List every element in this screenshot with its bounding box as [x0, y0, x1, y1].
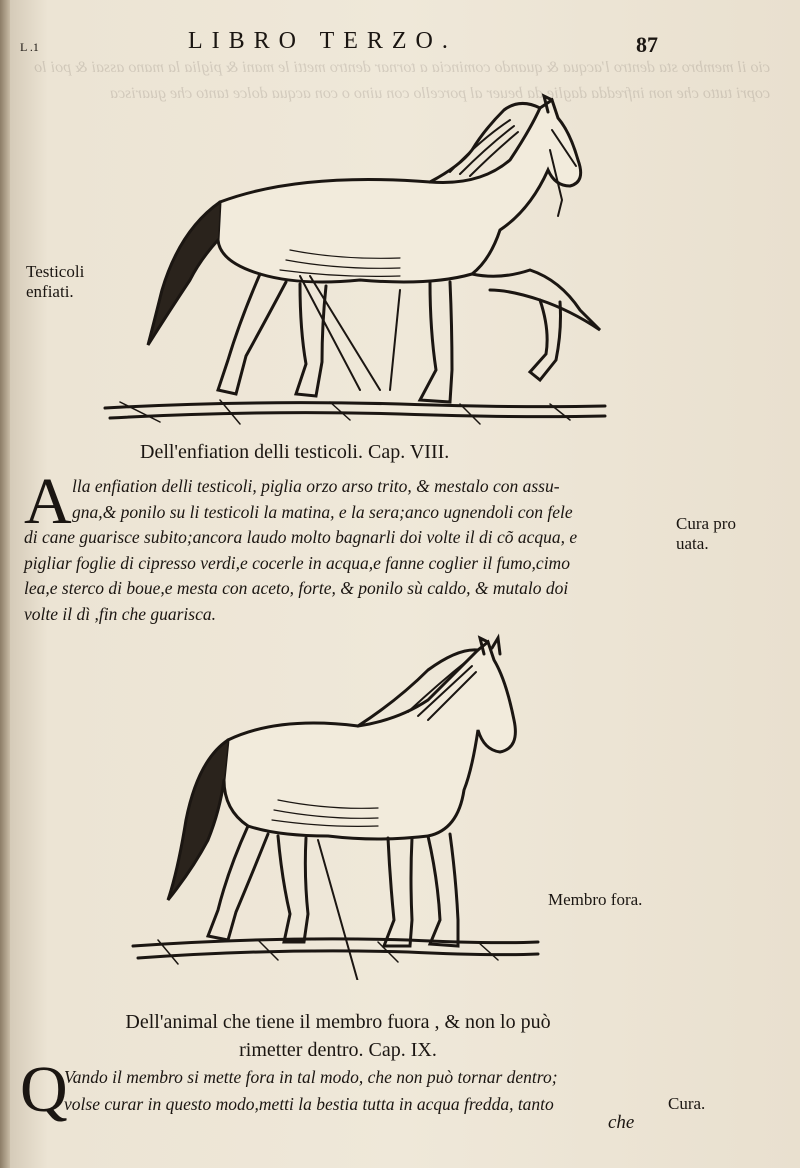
sidenote-line: uata. [676, 534, 709, 553]
text-line: gna,& ponilo su li testicoli la matina, e la sera;anco ugnendoli con fele [72, 501, 573, 522]
sidenote-line: enfiati. [26, 282, 74, 301]
chapter-9-heading [88, 1008, 588, 1064]
text-line: Vando il membro si mette fora in tal modo, che non può tornar dentro; [64, 1067, 558, 1087]
page-spine-shadow [0, 0, 10, 1168]
running-head: LIBRO TERZO. [188, 28, 457, 54]
bleed-through-text: cio il membro sta dentro l'acqua & quando comincia a tornar dentro metti le mani & piglia la mano assai & poi lo copri tutto che non infredda daglie da beuer al porcello con uino o con acqua dolce tanto che guarisca [34, 59, 770, 102]
sidenote-cura-pro [676, 514, 736, 554]
sidenote-line: Cura pro [676, 514, 736, 533]
sidenote-membro: Membro fora. [548, 890, 643, 909]
text-line: pigliar foglie di cipresso verdi,e cocerle in acqua,e fanne coglier il fumo,cimo [24, 552, 570, 573]
sidenote-testicoli [26, 262, 84, 302]
horse-woodcut-1 [100, 90, 610, 435]
chapter-9-body [64, 1064, 558, 1118]
chapter-8-body-cont [24, 525, 577, 627]
text-line: lea,e sterco di boue,e mesta con aceto, forte, & ponilo sù caldo, & mutalo doi [24, 578, 569, 598]
text-line: lla enfiation delli testicoli, piglia orzo arso trito, & mestalo con assu- [72, 476, 560, 496]
horse-woodcut-2 [128, 630, 543, 980]
dropcap-a: A [24, 465, 72, 538]
page-number: 87 [636, 32, 658, 57]
corner-marks: L .1 [20, 40, 39, 54]
text-line: volse curar in questo modo,metti la bestia tutta in acqua fredda, tanto [64, 1094, 554, 1114]
catchword: che [608, 1112, 635, 1133]
sidenote-cura: Cura. [668, 1094, 706, 1113]
heading-line: Dell'animal che tiene il membro fuora , & non lo può [125, 1011, 551, 1033]
chapter-8-body [72, 474, 573, 525]
sidenote-line: Testicoli [26, 262, 85, 281]
chapter-8-heading: Dell'enfiation delli testicoli. Cap. VIII. [140, 441, 450, 463]
text-line: di cane guarisce subito;ancora laudo molto bagnarli doi volte il di cõ acqua, e [24, 527, 578, 547]
dropcap-q: Q [20, 1053, 68, 1126]
text-line: volte il dì ,fin che guarisca. [24, 603, 216, 624]
heading-line: rimetter dentro. Cap. IX. [239, 1039, 437, 1061]
page-header [0, 26, 800, 66]
